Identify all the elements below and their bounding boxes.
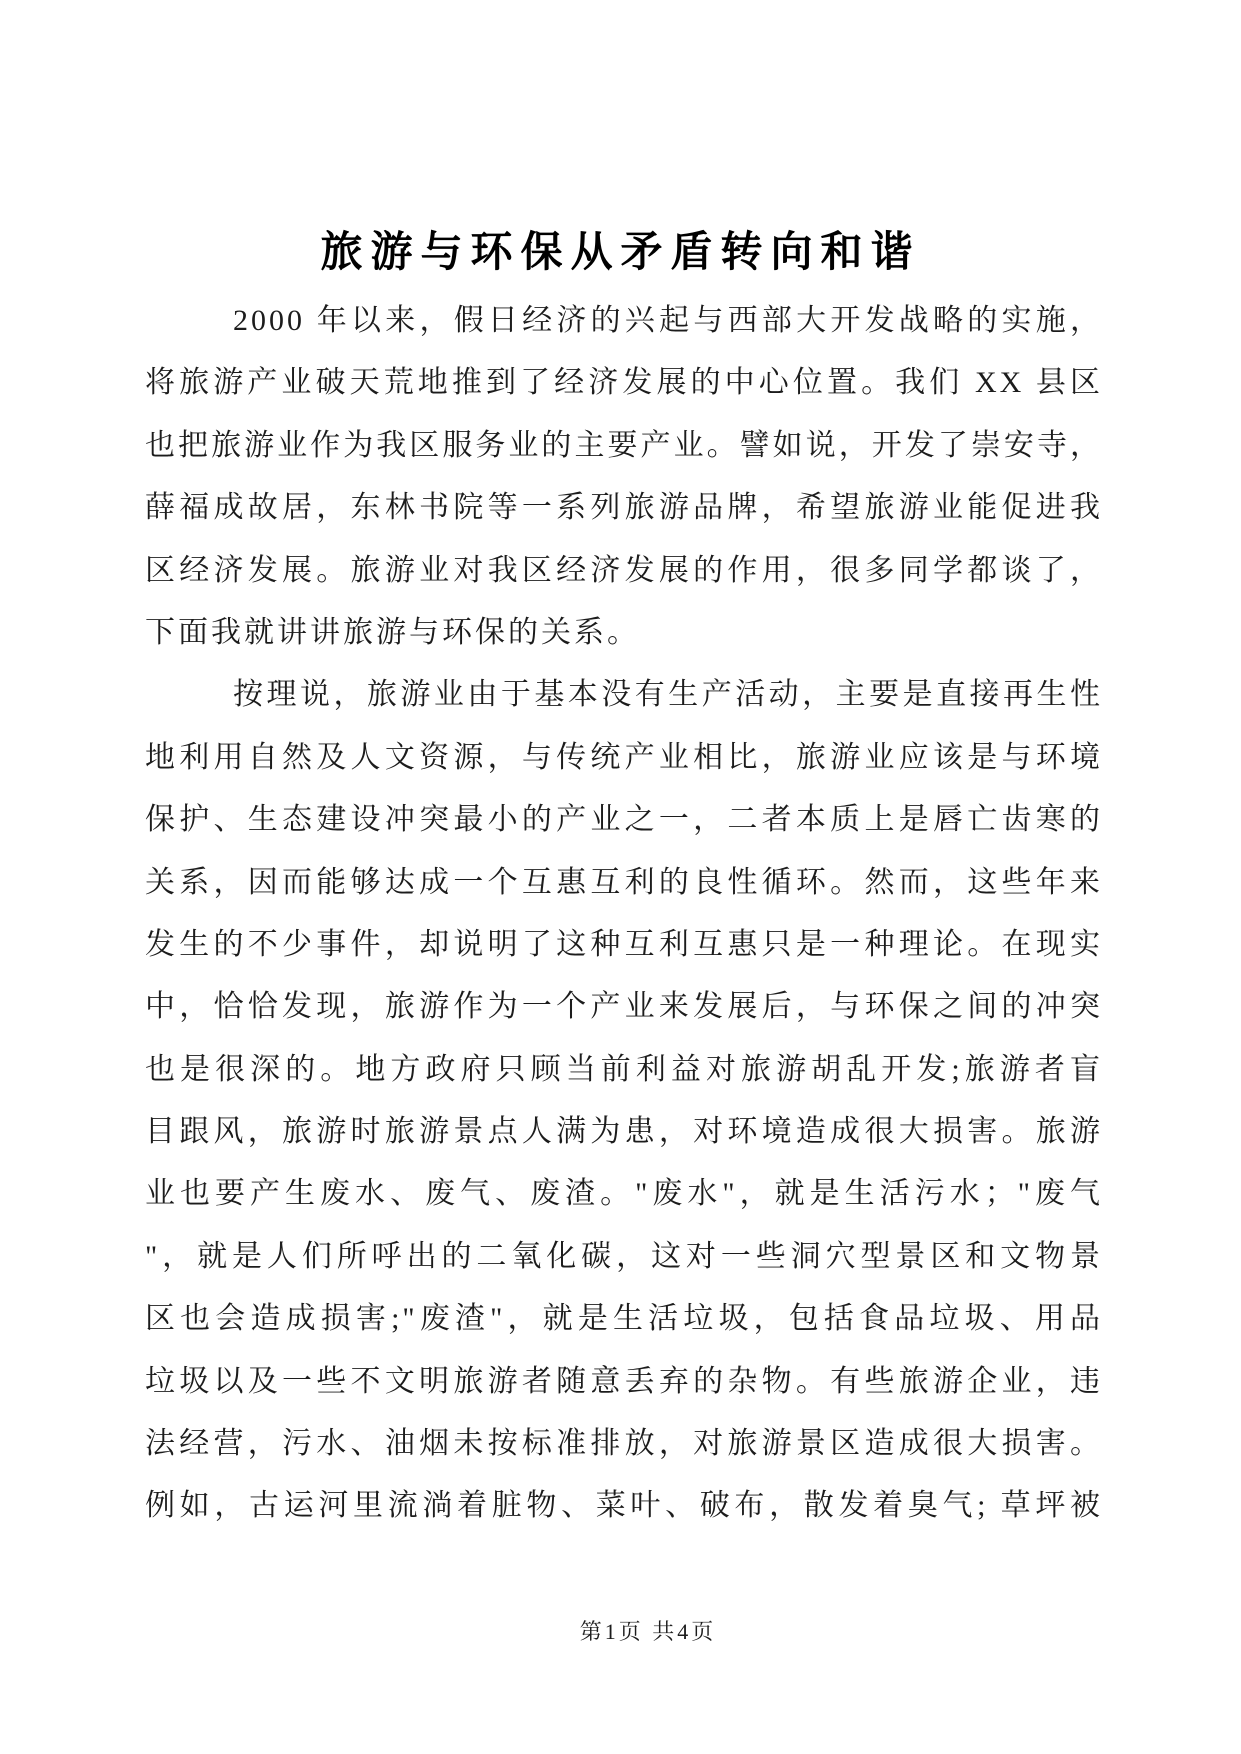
- paragraph-line: 将旅游产业破天荒地推到了经济发展的中心位置。我们 XX 县区: [145, 366, 1103, 400]
- document-title: 旅游与环保从矛盾转向和谐: [320, 228, 921, 275]
- page-number-footer: 第1页 共4页: [579, 1619, 717, 1644]
- paragraph-line: 地利用自然及人文资源，与传统产业相比，旅游业应该是与环境: [145, 740, 1103, 774]
- paragraph-line: 也是很深的。地方政府只顾当前利益对旅游胡乱开发;旅游者盲: [145, 1052, 1103, 1086]
- paragraph-line: 垃圾以及一些不文明旅游者随意丢弃的杂物。有些旅游企业，违: [145, 1364, 1103, 1398]
- paragraph-line: 区也会造成损害;"废渣"，就是生活垃圾，包括食品垃圾、用品: [145, 1302, 1103, 1336]
- paragraph-line: 2000 年以来，假日经济的兴起与西部大开发战略的实施，: [233, 304, 1103, 337]
- paragraph-line: 中，恰恰发现，旅游作为一个产业来发展后，与环保之间的冲突: [145, 990, 1103, 1024]
- paragraph-line: 区经济发展。旅游业对我区经济发展的作用，很多同学都谈了，: [145, 553, 1103, 587]
- paragraph-line: 法经营，污水、油烟未按标准排放，对旅游景区造成很大损害。: [145, 1427, 1103, 1461]
- paragraph-line: "，就是人们所呼出的二氧化碳，这对一些洞穴型景区和文物景: [145, 1239, 1103, 1273]
- paragraph-line: 也把旅游业作为我区服务业的主要产业。譬如说，开发了崇安寺，: [145, 428, 1103, 462]
- paragraph-line: 薛福成故居，东林书院等一系列旅游品牌，希望旅游业能促进我: [145, 491, 1103, 525]
- paragraph-line: 例如，古运河里流淌着脏物、菜叶、破布，散发着臭气; 草坪被: [145, 1489, 1103, 1523]
- paragraph-line: 发生的不少事件，却说明了这种互利互惠只是一种理论。在现实: [145, 927, 1103, 961]
- paragraph-line: 按理说，旅游业由于基本没有生产活动，主要是直接再生性: [233, 678, 1103, 712]
- paragraph-line: 下面我就讲讲旅游与环保的关系。: [145, 615, 640, 649]
- document-body: [145, 290, 1103, 1538]
- paragraph-line: 保护、生态建设冲突最小的产业之一，二者本质上是唇亡齿寒的: [145, 803, 1103, 837]
- paragraph-line: 目跟风，旅游时旅游景点人满为患，对环境造成很大损害。旅游: [145, 1115, 1103, 1149]
- paragraph-line: 业也要产生废水、废气、废渣。"废水"，就是生活污水；"废气: [145, 1177, 1103, 1211]
- paragraph-line: 关系，因而能够达成一个互惠互利的良性循环。然而，这些年来: [145, 865, 1103, 899]
